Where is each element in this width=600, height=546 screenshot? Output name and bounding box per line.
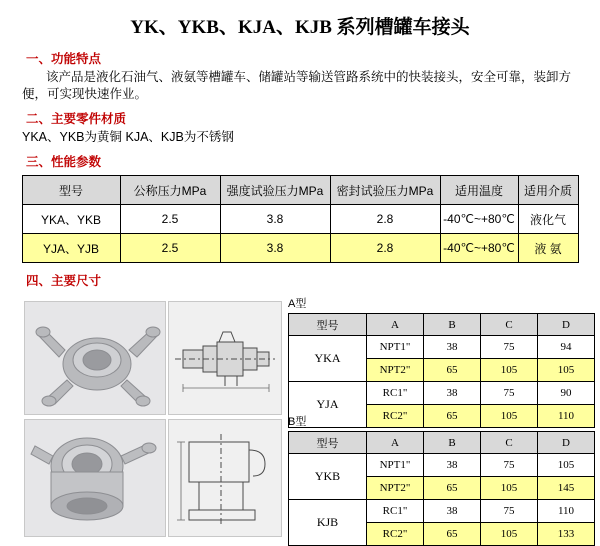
table-header-row xyxy=(22,176,578,205)
section-heading-materials: 二、主要零件材质 xyxy=(26,112,127,126)
col-header-c: C xyxy=(481,314,538,336)
features-text: 该产品是液化石油气、液氨等槽罐车、储罐站等输送管路系统中的快装接头，安全可靠，装卸方便，可实现快速作业。 xyxy=(22,70,572,101)
coupling-photo-a xyxy=(24,301,166,415)
cell-strength-test: 3.8 xyxy=(220,234,330,263)
col-header-d: D xyxy=(538,314,595,336)
dimension-table-b-wrap xyxy=(288,413,595,546)
section-heading-dimensions: 四、主要尺寸 xyxy=(26,274,102,288)
cell-a: NPT1" xyxy=(367,454,424,477)
cell-d: 105 xyxy=(538,454,595,477)
cell-d: 110 xyxy=(538,405,595,428)
cell-d: 105 xyxy=(538,359,595,382)
table-row xyxy=(289,336,595,359)
coupling-photo-b xyxy=(24,419,166,537)
section-heading-features: 一、功能特点 xyxy=(26,52,102,66)
page-title: YK、YKB、KJA、KJB 系列槽罐车接头 xyxy=(130,17,470,38)
cell-seal-test: 2.8 xyxy=(330,234,440,263)
col-header-a: A xyxy=(367,314,424,336)
col-header-b: B xyxy=(424,432,481,454)
performance-table xyxy=(22,175,579,263)
table-row xyxy=(22,234,578,263)
cell-b: 65 xyxy=(424,523,481,546)
cell-a: RC1" xyxy=(367,500,424,523)
cell-a: NPT2" xyxy=(367,477,424,500)
col-header-seal-test: 密封试验压力MPa xyxy=(330,176,440,205)
coupling-drawing-b xyxy=(168,419,282,537)
col-header-nominal-pressure: 公称压力MPa xyxy=(120,176,220,205)
cell-a: RC1" xyxy=(367,382,424,405)
dimension-table-b xyxy=(288,431,595,546)
dimension-table-a-label: A型 xyxy=(288,298,307,310)
col-header-strength-test: 强度试验压力MPa xyxy=(220,176,330,205)
cell-c: 75 xyxy=(481,500,538,523)
col-header-model: 型号 xyxy=(22,176,120,205)
cell-b: 65 xyxy=(424,477,481,500)
col-header-model: 型号 xyxy=(289,314,367,336)
cell-c: 75 xyxy=(481,382,538,405)
cell-strength-test: 3.8 xyxy=(220,205,330,234)
table-row xyxy=(289,500,595,523)
cell-c: 105 xyxy=(481,405,538,428)
cell-c: 75 xyxy=(481,336,538,359)
cell-d: 145 xyxy=(538,477,595,500)
cell-a: NPT2" xyxy=(367,359,424,382)
cell-c: 105 xyxy=(481,523,538,546)
cell-b: 38 xyxy=(424,500,481,523)
cell-d: 133 xyxy=(538,523,595,546)
cell-seal-test: 2.8 xyxy=(330,205,440,234)
materials-text: YKA、YKB为黄铜 KJA、KJB为不锈钢 xyxy=(22,130,234,144)
cell-c: 105 xyxy=(481,477,538,500)
cell-b: 65 xyxy=(424,405,481,428)
cell-model: YJA、YJB xyxy=(22,234,120,263)
cell-a: NPT1" xyxy=(367,336,424,359)
cell-medium: 液 氨 xyxy=(518,234,578,263)
col-header-a: A xyxy=(367,432,424,454)
cell-model: KJB xyxy=(289,500,367,546)
cell-b: 38 xyxy=(424,454,481,477)
cell-temperature: -40℃~+80℃ xyxy=(440,234,518,263)
col-header-temperature: 适用温度 xyxy=(440,176,518,205)
cell-b: 38 xyxy=(424,382,481,405)
cell-a: RC2" xyxy=(367,523,424,546)
dimension-table-b-label: B型 xyxy=(288,416,307,428)
col-header-b: B xyxy=(424,314,481,336)
dimension-table-a-wrap xyxy=(288,295,595,428)
col-header-medium: 适用介质 xyxy=(518,176,578,205)
cell-temperature: -40℃~+80℃ xyxy=(440,205,518,234)
table-row xyxy=(22,205,578,234)
section-heading-performance: 三、性能参数 xyxy=(26,155,102,169)
table-row xyxy=(289,382,595,405)
cell-b: 65 xyxy=(424,359,481,382)
table-row xyxy=(289,454,595,477)
cell-d: 90 xyxy=(538,382,595,405)
cell-c: 105 xyxy=(481,359,538,382)
table-header-row xyxy=(289,432,595,454)
cell-nominal-pressure: 2.5 xyxy=(120,205,220,234)
cell-model: YKA xyxy=(289,336,367,382)
cell-nominal-pressure: 2.5 xyxy=(120,234,220,263)
cell-c: 75 xyxy=(481,454,538,477)
cell-d: 94 xyxy=(538,336,595,359)
cell-model: YKA、YKB xyxy=(22,205,120,234)
col-header-c: C xyxy=(481,432,538,454)
cell-medium: 液化气 xyxy=(518,205,578,234)
cell-model: YJA xyxy=(289,382,367,428)
dimension-table-a xyxy=(288,313,595,428)
col-header-model: 型号 xyxy=(289,432,367,454)
col-header-d: D xyxy=(538,432,595,454)
coupling-drawing-a xyxy=(168,301,282,415)
cell-d: 110 xyxy=(538,500,595,523)
dimensions-area xyxy=(0,295,600,545)
table-header-row xyxy=(289,314,595,336)
cell-b: 38 xyxy=(424,336,481,359)
cell-a: RC2" xyxy=(367,405,424,428)
cell-model: YKB xyxy=(289,454,367,500)
